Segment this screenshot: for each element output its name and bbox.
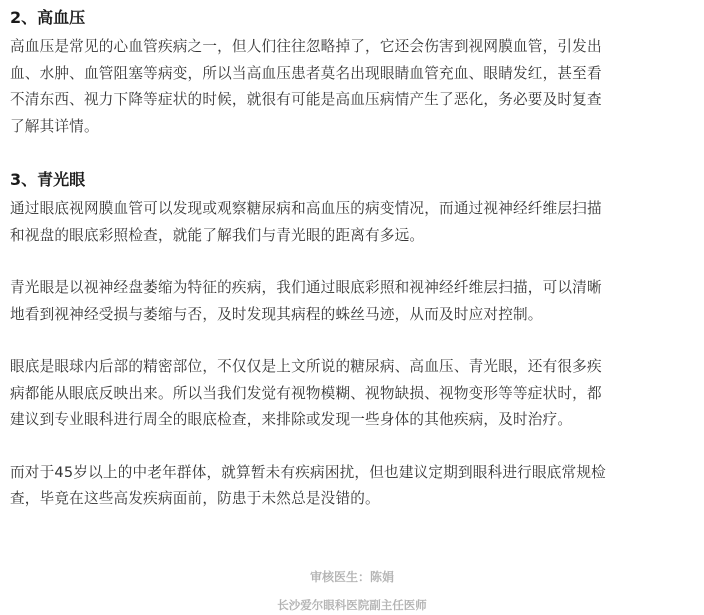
text-line: 眼底是眼球内后部的精密部位，不仅仅是上文所说的糖尿病、高血压、青光眼，还有很多疾 (10, 358, 602, 375)
text-line: 高血压是常见的心血管疾病之一，但人们往往忽略掉了，它还会伤害到视网膜血管，引发出 (10, 38, 602, 55)
paragraph-elderly (10, 460, 694, 513)
paragraph-hypertension (10, 34, 694, 140)
text-line: 不清东西、视力下降等症状的时候，就很有可能是高血压病情产生了恶化，务必要及时复查 (10, 91, 602, 108)
text-line: 了解其详情。 (10, 117, 99, 135)
text-line: 病都能从眼底反映出来。所以当我们发觉有视物模糊、视物缺损、视物变形等等症状时，都 (10, 384, 602, 402)
section-heading-hypertension: 2、高血压 (10, 8, 86, 27)
section-heading-glaucoma: 3、青光眼 (10, 170, 86, 189)
paragraph-glaucoma-detail (10, 275, 694, 328)
reviewer-name: 审核医生：陈娟 (309, 570, 394, 584)
text-line: 而对于45岁以上的中老年群体，就算暂未有疾病困扰，但也建议定期到眼科进行眼底常规检 (10, 463, 606, 481)
article-body (10, 6, 694, 513)
reviewer-title: 长沙爱尔眼科医院副主任医师 (277, 598, 427, 612)
text-line: 血、水肿、血管阻塞等病变，所以当高血压患者莫名出现眼睛血管充血、眼睛发红，甚至看 (10, 64, 602, 82)
text-line: 通过眼底视网膜血管可以发现或观察糖尿病和高血压的病变情况，而通过视神经纤维层扫描 (10, 200, 602, 217)
text-line: 建议到专业眼科进行周全的眼底检查，来排除或发现一些身体的其他疾病，及时治疗。 (10, 411, 573, 428)
text-line: 查，毕竟在这些高发疾病面前，防患于未然总是没错的。 (10, 490, 380, 507)
text-line: 和视盘的眼底彩照检查，就能了解我们与青光眼的距离有多远。 (10, 226, 425, 244)
paragraph-glaucoma-intro (10, 196, 694, 249)
paragraph-fundus (10, 354, 694, 434)
text-line: 地看到视神经受损与萎缩与否，及时发现其病程的蛛丝马迹，从而及时应对控制。 (10, 305, 543, 323)
text-line: 青光眼是以视神经盘萎缩为特征的疾病，我们通过眼底彩照和视神经纤维层扫描，可以清晰 (10, 279, 602, 296)
